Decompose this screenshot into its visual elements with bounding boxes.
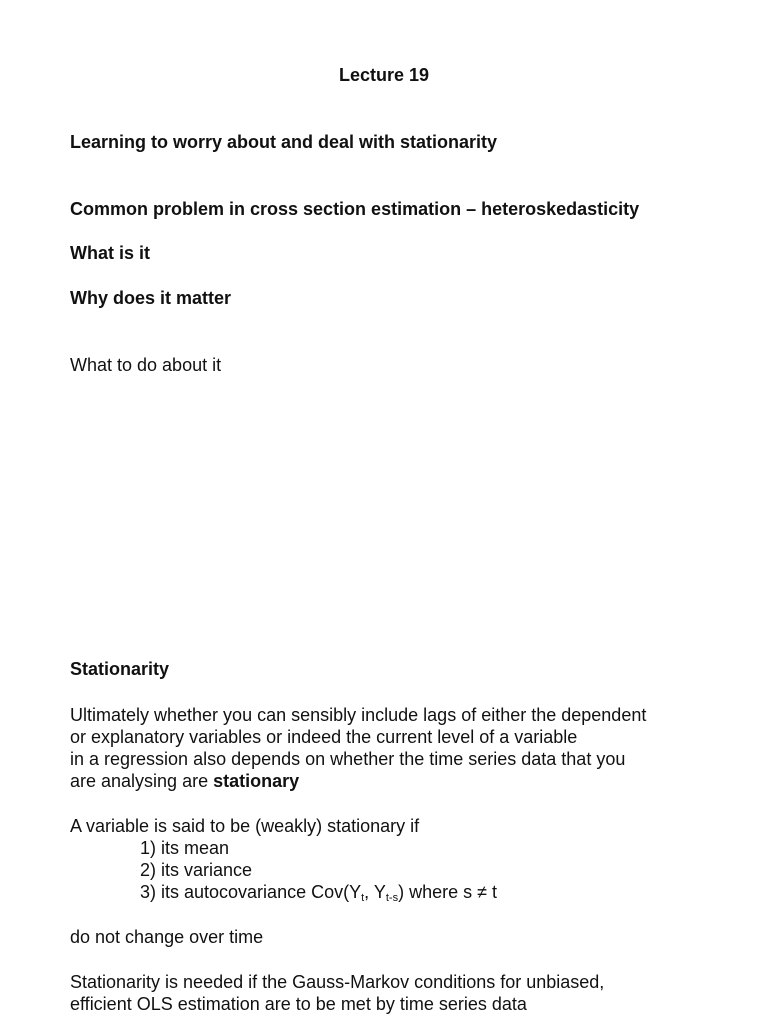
para3-line2: efficient OLS estimation are to be met by time series data <box>70 994 527 1014</box>
list-item-variance: 2) its variance <box>140 860 253 880</box>
list-item-autocovariance <box>140 881 497 903</box>
para1-line4 <box>70 770 299 792</box>
para1-line3: in a regression also depends on whether the time series data that you <box>70 749 626 769</box>
autocov-sub-t: t <box>361 892 365 904</box>
para1-line1: Ultimately whether you can sensibly include lags of either the dependent <box>70 705 647 725</box>
page-title: Lecture 19 <box>338 65 430 85</box>
para1-line4-prefix: are analysing are <box>70 771 214 791</box>
autocov-mid: , Y <box>364 882 386 902</box>
text-no-change: do not change over time <box>70 927 264 947</box>
heading-common-problem: Common problem in cross section estimation – heteroskedasticity <box>70 199 640 219</box>
section-title-stationarity: Stationarity <box>70 659 170 679</box>
autocov-suffix: ) where s ≠ t <box>398 882 497 902</box>
para1-line2: or explanatory variables or indeed the current level of a variable <box>70 727 578 747</box>
heading-what-is-it: What is it <box>70 243 150 263</box>
heading-why-matter: Why does it matter <box>70 288 232 308</box>
term-stationary: stationary <box>213 771 300 791</box>
text-what-to-do: What to do about it <box>70 355 222 375</box>
para3-line1: Stationarity is needed if the Gauss-Markov conditions for unbiased, <box>70 972 605 992</box>
list-item-mean: 1) its mean <box>140 838 230 858</box>
para2-intro: A variable is said to be (weakly) stationary if <box>70 816 420 836</box>
autocov-sub-ts: t-s <box>385 892 399 904</box>
autocov-prefix: 3) its autocovariance Cov(Y <box>140 882 362 902</box>
heading-learning: Learning to worry about and deal with stationarity <box>70 132 498 152</box>
